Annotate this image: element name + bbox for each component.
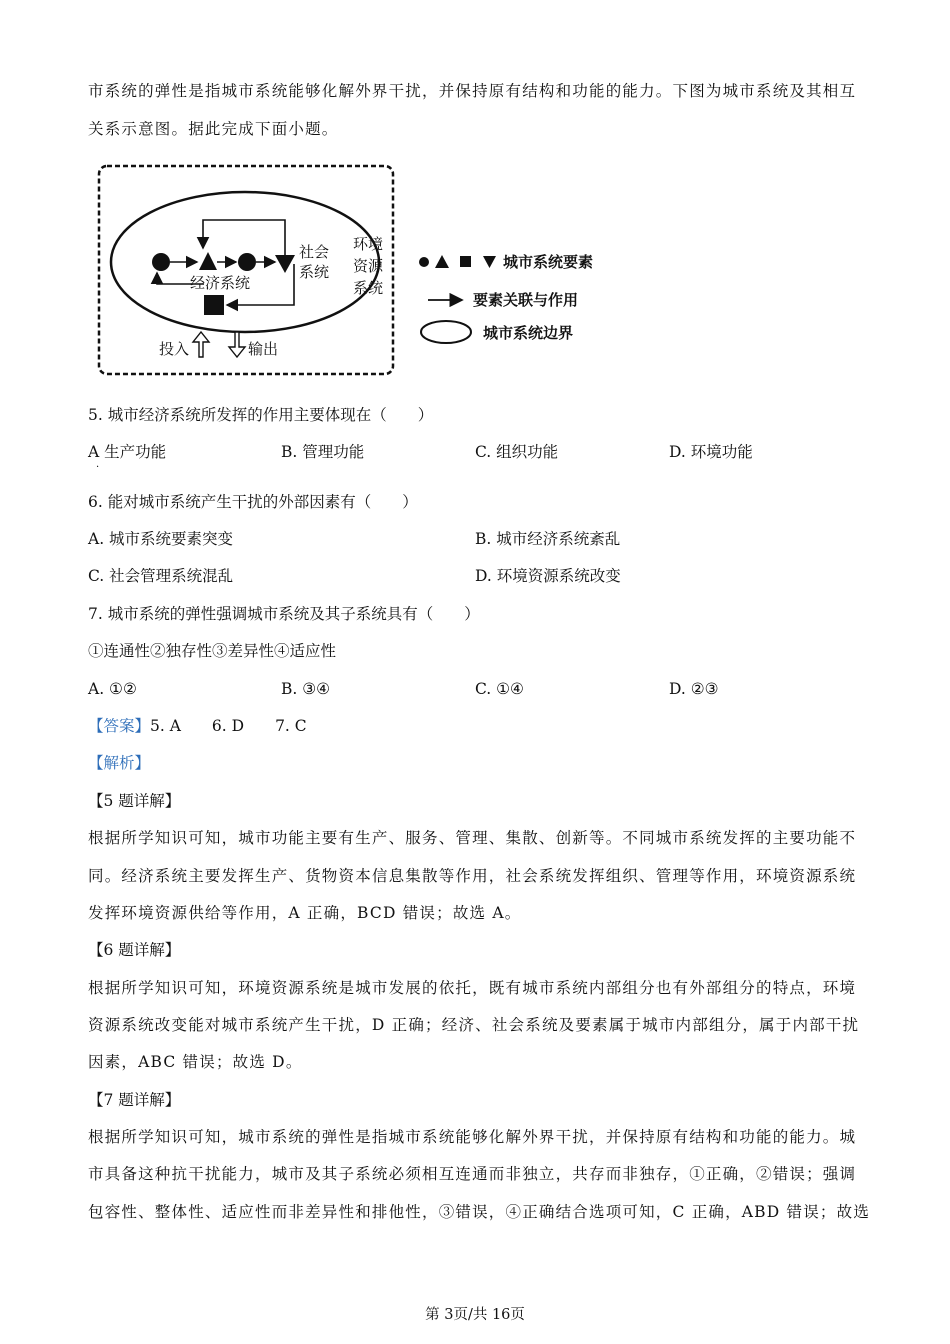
legend-boundary-icon [421, 321, 471, 343]
q5-option-a-dot: · [96, 462, 100, 473]
q6-option-d: D. 环境资源系统改变 [475, 567, 621, 585]
question-5-stem: 5. 城市经济系统所发挥的作用主要体现在（ ） [88, 406, 434, 424]
city-system-diagram [95, 160, 615, 382]
env-label-1: 环境 [353, 235, 384, 253]
detail-5-heading: 【5 题详解】 [88, 792, 181, 810]
page-footer: 第 3页/共 16页 [425, 1307, 525, 1323]
env-label-2: 资源 [353, 257, 384, 275]
question-7-stem: 7. 城市系统的弹性强调城市系统及其子系统具有（ ） [88, 605, 480, 623]
detail-7-line-1: 根据所学知识可知，城市系统的弹性是指城市系统能够化解外界干扰，并保持原有结构和功能的能力。城 [88, 1128, 857, 1146]
q5-option-b: B. 管理功能 [281, 443, 365, 461]
input-label: 投入 [159, 340, 190, 358]
element-circle-left [152, 253, 170, 271]
social-system-label-2: 系统 [299, 263, 330, 281]
detail-6-line-2: 资源系统改变能对城市系统产生干扰，D 正确；经济、社会系统及要素属于城市内部组分，属于内部干扰 [88, 1016, 860, 1034]
q6-option-c: C. 社会管理系统混乱 [88, 567, 234, 585]
q7-option-b: B. ③④ [281, 680, 331, 698]
detail-6-line-1: 根据所学知识可知，环境资源系统是城市发展的依托，既有城市系统内部组分也有外部组分的特点，环境 [88, 979, 857, 997]
element-square [204, 295, 224, 315]
legend-down-triangle-icon [483, 256, 496, 268]
detail-7-line-2: 市具备这种抗干扰能力，城市及其子系统必须相互连通而非独立，共存而非独存，①正确，②错误；强调 [88, 1165, 857, 1183]
legend-elements-label: 城市系统要素 [503, 253, 594, 271]
social-system-label-1: 社会 [299, 243, 330, 261]
detail-7-line-3: 包容性、整体性、适应性而非差异性和排他性，③错误，④正确结合选项可知，C 正确，ABD 错误；故选 [88, 1203, 871, 1221]
intro-line-1: 市系统的弹性是指城市系统能够化解外界干扰，并保持原有结构和功能的能力。下图为城市系统及其相互 [88, 82, 857, 100]
analysis-label: 【解析】 [88, 754, 151, 772]
element-triangle [199, 252, 217, 270]
answer-text: 5. A 6. D 7. C [150, 717, 307, 735]
detail-5-line-2: 同。经济系统主要发挥生产、货物资本信息集散等作用，社会系统发挥组织、管理等作用，环境资源系统 [88, 867, 857, 885]
detail-5-line-3: 发挥环境资源供给等作用，A 正确，BCD 错误；故选 A。 [88, 904, 522, 922]
answer-label: 【答案】 [88, 717, 151, 735]
arrow-loop-top [203, 220, 285, 255]
q5-option-d: D. 环境功能 [669, 443, 753, 461]
intro-line-2: 关系示意图。据此完成下面小题。 [88, 120, 339, 138]
detail-5-line-1: 根据所学知识可知，城市功能主要有生产、服务、管理、集散、创新等。不同城市系统发挥的主要功能不 [88, 829, 857, 847]
input-arrow [193, 332, 209, 357]
q7-option-a: A. ①② [88, 680, 137, 698]
env-label-3: 系统 [353, 279, 384, 297]
output-label: 输出 [248, 340, 279, 358]
q5-option-a: A 生产功能 [88, 443, 167, 461]
legend-boundary-label: 城市系统边界 [483, 324, 574, 342]
legend-arrow-label: 要素关联与作用 [473, 291, 579, 309]
element-circle-right [238, 253, 256, 271]
detail-6-line-3: 因素，ABC 错误；故选 D。 [88, 1053, 303, 1071]
output-arrow [229, 332, 245, 357]
q5-option-c: C. 组织功能 [475, 443, 559, 461]
economic-system-label: 经济系统 [190, 274, 251, 292]
detail-6-heading: 【6 题详解】 [88, 941, 181, 959]
q6-option-b: B. 城市经济系统紊乱 [475, 530, 621, 548]
question-6-stem: 6. 能对城市系统产生干扰的外部因素有（ ） [88, 493, 418, 511]
q6-option-a: A. 城市系统要素突变 [88, 530, 234, 548]
answer-line [88, 716, 307, 736]
legend-square-icon [460, 256, 471, 267]
q7-option-c: C. ①④ [475, 680, 524, 698]
question-7-sub: ①连通性②独存性③差异性④适应性 [88, 642, 337, 660]
q7-option-d: D. ②③ [669, 680, 719, 698]
legend-circle-icon [419, 257, 429, 267]
element-down-triangle [275, 255, 295, 273]
legend-triangle-icon [435, 255, 449, 268]
detail-7-heading: 【7 题详解】 [88, 1091, 181, 1109]
